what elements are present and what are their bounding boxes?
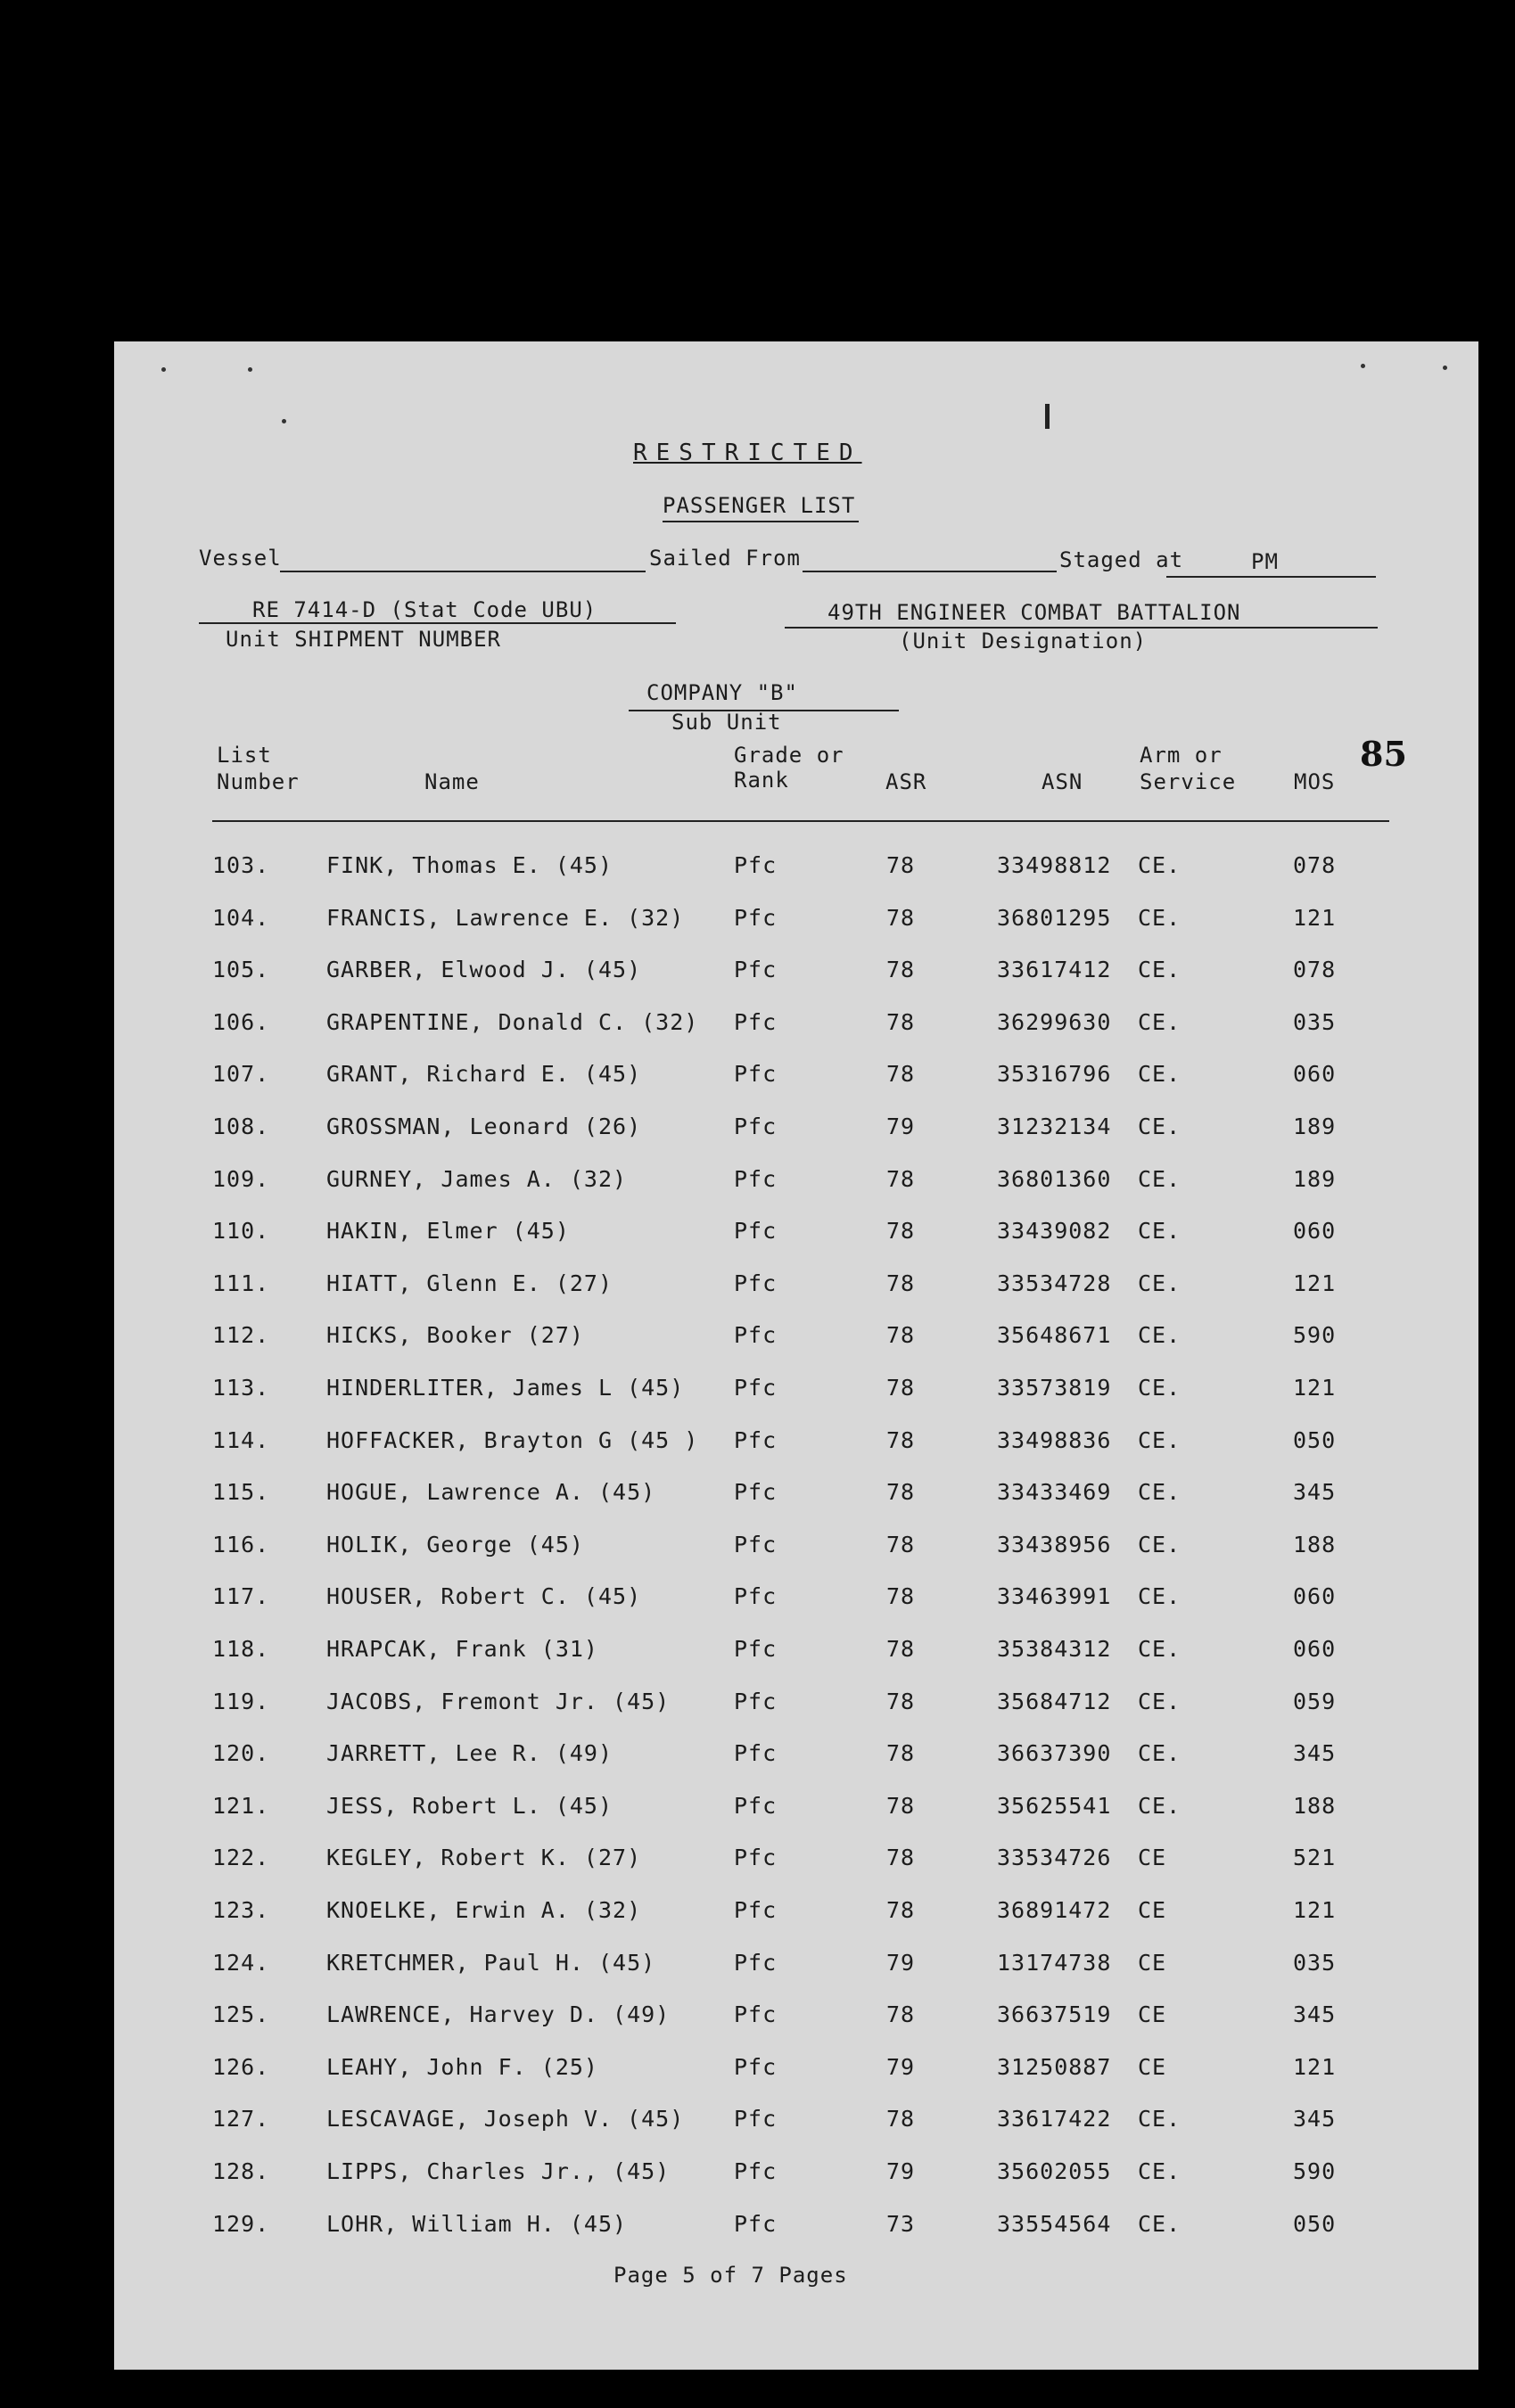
- table-row: [114, 2054, 1478, 2090]
- mos-cell: 050: [1293, 2211, 1337, 2237]
- grade-cell: Pfc: [734, 2211, 778, 2237]
- col-list-number-1: List: [217, 743, 272, 768]
- asn-cell: 31250887: [997, 2054, 1112, 2080]
- asn-cell: 36801295: [997, 905, 1112, 931]
- table-row: [114, 1218, 1478, 1253]
- table-row: [114, 1689, 1478, 1724]
- mos-cell: 189: [1293, 1114, 1337, 1139]
- vessel-field-line: [280, 571, 646, 572]
- table-row: [114, 1479, 1478, 1515]
- asr-cell: 78: [886, 905, 916, 931]
- table-row: [114, 1583, 1478, 1619]
- name-cell: HRAPCAK, Frank (31): [326, 1636, 598, 1662]
- grade-cell: Pfc: [734, 1166, 778, 1192]
- name-cell: HOGUE, Lawrence A. (45): [326, 1479, 656, 1505]
- asn-cell: 33463991: [997, 1583, 1112, 1609]
- asn-cell: 33617412: [997, 957, 1112, 982]
- arm-cell: CE.: [1138, 1793, 1182, 1819]
- grade-cell: Pfc: [734, 1009, 778, 1035]
- table-row: [114, 1532, 1478, 1567]
- table-row: [114, 1270, 1478, 1306]
- list-number-cell: 114.: [212, 1427, 270, 1453]
- asr-cell: 78: [886, 2106, 916, 2132]
- asn-cell: 13174738: [997, 1950, 1112, 1976]
- asn-cell: 35384312: [997, 1636, 1112, 1662]
- mos-cell: 345: [1293, 1479, 1337, 1505]
- name-cell: JACOBS, Fremont Jr. (45): [326, 1689, 671, 1714]
- name-cell: LAWRENCE, Harvey D. (49): [326, 2001, 671, 2027]
- table-row: [114, 1950, 1478, 1985]
- name-cell: LESCAVAGE, Joseph V. (45): [326, 2106, 685, 2132]
- asr-cell: 78: [886, 1270, 916, 1296]
- asr-cell: 79: [886, 2158, 916, 2184]
- list-number-cell: 118.: [212, 1636, 270, 1662]
- table-row: [114, 2001, 1478, 2037]
- name-cell: GURNEY, James A. (32): [326, 1166, 628, 1192]
- grade-cell: Pfc: [734, 1636, 778, 1662]
- mos-cell: 345: [1293, 1740, 1337, 1766]
- mos-cell: 078: [1293, 852, 1337, 878]
- mos-cell: 188: [1293, 1532, 1337, 1557]
- col-grade-1: Grade or: [734, 743, 844, 768]
- asr-cell: 78: [886, 1166, 916, 1192]
- asn-cell: 33433469: [997, 1479, 1112, 1505]
- asr-cell: 78: [886, 1740, 916, 1766]
- mos-cell: 078: [1293, 957, 1337, 982]
- arm-cell: CE.: [1138, 1479, 1182, 1505]
- grade-cell: Pfc: [734, 1479, 778, 1505]
- name-cell: LOHR, William H. (45): [326, 2211, 628, 2237]
- name-cell: JARRETT, Lee R. (49): [326, 1740, 613, 1766]
- list-number-cell: 123.: [212, 1897, 270, 1923]
- arm-cell: CE.: [1138, 957, 1182, 982]
- asr-cell: 78: [886, 1427, 916, 1453]
- asr-cell: 78: [886, 1897, 916, 1923]
- grade-cell: Pfc: [734, 1322, 778, 1348]
- list-number-cell: 129.: [212, 2211, 270, 2237]
- list-number-cell: 105.: [212, 957, 270, 982]
- grade-cell: Pfc: [734, 2106, 778, 2132]
- asn-cell: 33534728: [997, 1270, 1112, 1296]
- arm-cell: CE.: [1138, 1532, 1182, 1557]
- name-cell: KRETCHMER, Paul H. (45): [326, 1950, 656, 1976]
- asr-cell: 78: [886, 957, 916, 982]
- grade-cell: Pfc: [734, 1061, 778, 1087]
- asn-cell: 35684712: [997, 1689, 1112, 1714]
- name-cell: HOUSER, Robert C. (45): [326, 1583, 642, 1609]
- grade-cell: Pfc: [734, 1375, 778, 1401]
- arm-cell: CE.: [1138, 1322, 1182, 1348]
- name-cell: GROSSMAN, Leonard (26): [326, 1114, 642, 1139]
- arm-cell: CE: [1138, 2001, 1167, 2027]
- mos-cell: 121: [1293, 1897, 1337, 1923]
- table-row: [114, 1427, 1478, 1463]
- asn-cell: 35602055: [997, 2158, 1112, 2184]
- staged-at-label: Staged at: [1059, 547, 1184, 572]
- name-cell: HINDERLITER, James L (45): [326, 1375, 685, 1401]
- asn-cell: 35625541: [997, 1793, 1112, 1819]
- list-number-cell: 125.: [212, 2001, 270, 2027]
- asn-cell: 35648671: [997, 1322, 1112, 1348]
- grade-cell: Pfc: [734, 1427, 778, 1453]
- asr-cell: 78: [886, 1689, 916, 1714]
- asn-cell: 35316796: [997, 1061, 1112, 1087]
- mos-cell: 060: [1293, 1218, 1337, 1244]
- mos-cell: 035: [1293, 1009, 1337, 1035]
- mos-cell: 059: [1293, 1689, 1337, 1714]
- arm-cell: CE.: [1138, 1061, 1182, 1087]
- col-name: Name: [424, 769, 480, 794]
- grade-cell: Pfc: [734, 905, 778, 931]
- arm-cell: CE: [1138, 1897, 1167, 1923]
- name-cell: GRANT, Richard E. (45): [326, 1061, 642, 1087]
- header-rule: [212, 820, 1389, 822]
- grade-cell: Pfc: [734, 1532, 778, 1557]
- table-row: [114, 2158, 1478, 2194]
- asn-cell: 36299630: [997, 1009, 1112, 1035]
- mos-cell: 121: [1293, 2054, 1337, 2080]
- staged-at-field-line: [1166, 576, 1376, 578]
- name-cell: FINK, Thomas E. (45): [326, 852, 613, 878]
- table-row: [114, 1114, 1478, 1149]
- asn-cell: 33554564: [997, 2211, 1112, 2237]
- shipment-number-line: [199, 622, 676, 624]
- asn-cell: 36801360: [997, 1166, 1112, 1192]
- mos-cell: 345: [1293, 2106, 1337, 2132]
- speck: [1361, 364, 1365, 368]
- table-row: [114, 2106, 1478, 2141]
- asr-cell: 78: [886, 2001, 916, 2027]
- grade-cell: Pfc: [734, 1218, 778, 1244]
- list-number-cell: 109.: [212, 1166, 270, 1192]
- mos-cell: 521: [1293, 1845, 1337, 1870]
- vessel-label: Vessel: [199, 546, 282, 571]
- mos-cell: 121: [1293, 1375, 1337, 1401]
- asr-cell: 78: [886, 1583, 916, 1609]
- col-asr: ASR: [885, 769, 927, 794]
- asr-cell: 78: [886, 1793, 916, 1819]
- asr-cell: 78: [886, 852, 916, 878]
- name-cell: HIATT, Glenn E. (27): [326, 1270, 613, 1296]
- table-row: [114, 1636, 1478, 1672]
- name-cell: HAKIN, Elmer (45): [326, 1218, 570, 1244]
- table-row: [114, 1845, 1478, 1880]
- arm-cell: CE.: [1138, 1636, 1182, 1662]
- list-number-cell: 119.: [212, 1689, 270, 1714]
- ink-mark: [1045, 404, 1050, 429]
- staged-at-value: PM: [1251, 549, 1279, 574]
- table-row: [114, 1375, 1478, 1410]
- mos-cell: 035: [1293, 1950, 1337, 1976]
- title-underline: [663, 521, 859, 522]
- list-number-cell: 108.: [212, 1114, 270, 1139]
- name-cell: JESS, Robert L. (45): [326, 1793, 613, 1819]
- grade-cell: Pfc: [734, 1689, 778, 1714]
- col-arm-2: Service: [1140, 769, 1237, 794]
- list-number-cell: 117.: [212, 1583, 270, 1609]
- list-number-cell: 126.: [212, 2054, 270, 2080]
- mos-cell: 060: [1293, 1583, 1337, 1609]
- mos-cell: 189: [1293, 1166, 1337, 1192]
- asr-cell: 73: [886, 2211, 916, 2237]
- arm-cell: CE: [1138, 1845, 1167, 1870]
- asn-cell: 33573819: [997, 1375, 1112, 1401]
- name-cell: LIPPS, Charles Jr., (45): [326, 2158, 671, 2184]
- arm-cell: CE.: [1138, 2158, 1182, 2184]
- mos-cell: 050: [1293, 1427, 1337, 1453]
- list-number-cell: 103.: [212, 852, 270, 878]
- list-number-cell: 124.: [212, 1950, 270, 1976]
- list-number-cell: 121.: [212, 1793, 270, 1819]
- page-footer: Page 5 of 7 Pages: [613, 2263, 848, 2288]
- speck: [248, 367, 252, 372]
- grade-cell: Pfc: [734, 1793, 778, 1819]
- passenger-list-title: PASSENGER LIST: [663, 493, 856, 518]
- asn-cell: 33498812: [997, 852, 1112, 878]
- list-number-cell: 107.: [212, 1061, 270, 1087]
- arm-cell: CE.: [1138, 1583, 1182, 1609]
- table-row: [114, 957, 1478, 992]
- asr-cell: 79: [886, 2054, 916, 2080]
- list-number-cell: 120.: [212, 1740, 270, 1766]
- table-row: [114, 905, 1478, 941]
- list-number-cell: 116.: [212, 1532, 270, 1557]
- asr-cell: 78: [886, 1009, 916, 1035]
- asr-cell: 78: [886, 1636, 916, 1662]
- shipment-number: RE 7414-D (Stat Code UBU): [252, 597, 597, 622]
- speck: [1443, 366, 1447, 370]
- name-cell: GRAPENTINE, Donald C. (32): [326, 1009, 699, 1035]
- table-row: [114, 1322, 1478, 1358]
- asr-cell: 78: [886, 1532, 916, 1557]
- grade-cell: Pfc: [734, 957, 778, 982]
- asn-cell: 36637519: [997, 2001, 1112, 2027]
- table-row: [114, 1166, 1478, 1202]
- list-number-cell: 113.: [212, 1375, 270, 1401]
- arm-cell: CE.: [1138, 852, 1182, 878]
- grade-cell: Pfc: [734, 1740, 778, 1766]
- asn-cell: 33438956: [997, 1532, 1112, 1557]
- grade-cell: Pfc: [734, 2001, 778, 2027]
- asr-cell: 78: [886, 1061, 916, 1087]
- asn-cell: 33534726: [997, 1845, 1112, 1870]
- name-cell: LEAHY, John F. (25): [326, 2054, 598, 2080]
- list-number-cell: 122.: [212, 1845, 270, 1870]
- table-row: [114, 1061, 1478, 1097]
- asn-cell: 33439082: [997, 1218, 1112, 1244]
- mos-cell: 060: [1293, 1636, 1337, 1662]
- asr-cell: 79: [886, 1114, 916, 1139]
- grade-cell: Pfc: [734, 1583, 778, 1609]
- page-number: 85: [1360, 734, 1407, 774]
- mos-cell: 590: [1293, 1322, 1337, 1348]
- sailed-from-label: Sailed From: [649, 546, 801, 571]
- arm-cell: CE.: [1138, 2106, 1182, 2132]
- asn-cell: 36637390: [997, 1740, 1112, 1766]
- list-number-cell: 111.: [212, 1270, 270, 1296]
- list-number-cell: 110.: [212, 1218, 270, 1244]
- asr-cell: 78: [886, 1845, 916, 1870]
- mos-cell: 590: [1293, 2158, 1337, 2184]
- mos-cell: 060: [1293, 1061, 1337, 1087]
- list-number-cell: 127.: [212, 2106, 270, 2132]
- arm-cell: CE.: [1138, 1689, 1182, 1714]
- col-mos: MOS: [1294, 769, 1336, 794]
- grade-cell: Pfc: [734, 1270, 778, 1296]
- asn-cell: 33498836: [997, 1427, 1112, 1453]
- arm-cell: CE.: [1138, 1375, 1182, 1401]
- grade-cell: Pfc: [734, 1114, 778, 1139]
- speck: [161, 367, 166, 372]
- arm-cell: CE.: [1138, 1427, 1182, 1453]
- name-cell: KNOELKE, Erwin A. (32): [326, 1897, 642, 1923]
- list-number-cell: 104.: [212, 905, 270, 931]
- mos-cell: 121: [1293, 905, 1337, 931]
- asn-cell: 33617422: [997, 2106, 1112, 2132]
- grade-cell: Pfc: [734, 1845, 778, 1870]
- col-grade-2: Rank: [734, 768, 789, 793]
- grade-cell: Pfc: [734, 2054, 778, 2080]
- asr-cell: 78: [886, 1375, 916, 1401]
- speck: [282, 419, 286, 423]
- arm-cell: CE: [1138, 1950, 1167, 1976]
- asr-cell: 78: [886, 1479, 916, 1505]
- list-number-cell: 112.: [212, 1322, 270, 1348]
- asr-cell: 78: [886, 1218, 916, 1244]
- document-page: [114, 341, 1478, 2370]
- arm-cell: CE.: [1138, 905, 1182, 931]
- arm-cell: CE.: [1138, 1114, 1182, 1139]
- shipment-caption: Unit SHIPMENT NUMBER: [226, 627, 501, 652]
- col-list-number-2: Number: [217, 769, 300, 794]
- grade-cell: Pfc: [734, 2158, 778, 2184]
- arm-cell: CE: [1138, 2054, 1167, 2080]
- sub-unit-caption: Sub Unit: [671, 710, 782, 735]
- asn-cell: 31232134: [997, 1114, 1112, 1139]
- arm-cell: CE.: [1138, 1270, 1182, 1296]
- table-row: [114, 1009, 1478, 1045]
- table-row: [114, 1793, 1478, 1829]
- table-row: [114, 2211, 1478, 2247]
- col-asn: ASN: [1042, 769, 1083, 794]
- restricted-title: RESTRICTED: [633, 440, 862, 466]
- table-row: [114, 1740, 1478, 1776]
- arm-cell: CE.: [1138, 1740, 1182, 1766]
- name-cell: HOFFACKER, Brayton G (45 ): [326, 1427, 699, 1453]
- name-cell: KEGLEY, Robert K. (27): [326, 1845, 642, 1870]
- name-cell: GARBER, Elwood J. (45): [326, 957, 642, 982]
- unit-designation: 49TH ENGINEER COMBAT BATTALION: [827, 600, 1241, 625]
- list-number-cell: 106.: [212, 1009, 270, 1035]
- mos-cell: 188: [1293, 1793, 1337, 1819]
- grade-cell: Pfc: [734, 852, 778, 878]
- grade-cell: Pfc: [734, 1897, 778, 1923]
- table-row: [114, 852, 1478, 888]
- sailed-from-field-line: [803, 571, 1057, 572]
- mos-cell: 121: [1293, 1270, 1337, 1296]
- arm-cell: CE.: [1138, 2211, 1182, 2237]
- table-row: [114, 1897, 1478, 1933]
- list-number-cell: 128.: [212, 2158, 270, 2184]
- asn-cell: 36891472: [997, 1897, 1112, 1923]
- arm-cell: CE.: [1138, 1166, 1182, 1192]
- sub-unit-value: COMPANY "B": [646, 680, 798, 705]
- unit-designation-caption: (Unit Designation): [899, 629, 1148, 653]
- name-cell: HOLIK, George (45): [326, 1532, 584, 1557]
- name-cell: FRANCIS, Lawrence E. (32): [326, 905, 685, 931]
- mos-cell: 345: [1293, 2001, 1337, 2027]
- list-number-cell: 115.: [212, 1479, 270, 1505]
- name-cell: HICKS, Booker (27): [326, 1322, 584, 1348]
- asr-cell: 78: [886, 1322, 916, 1348]
- arm-cell: CE.: [1138, 1218, 1182, 1244]
- asr-cell: 79: [886, 1950, 916, 1976]
- col-arm-1: Arm or: [1140, 743, 1223, 768]
- arm-cell: CE.: [1138, 1009, 1182, 1035]
- grade-cell: Pfc: [734, 1950, 778, 1976]
